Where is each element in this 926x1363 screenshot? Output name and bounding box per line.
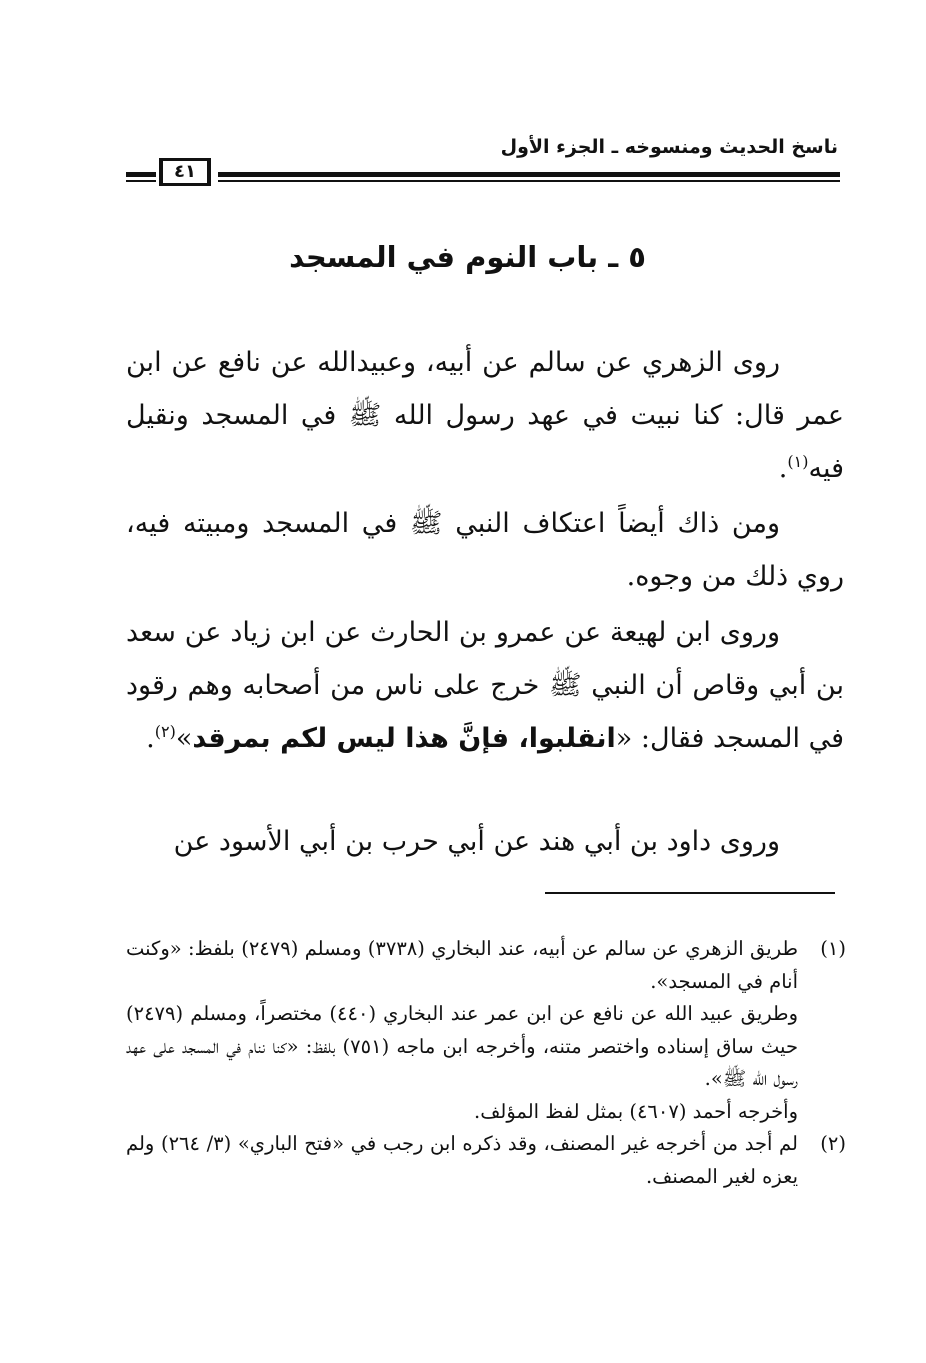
footnote-number: (٢) xyxy=(820,1132,846,1155)
paragraph-4-text: وروى داود بن أبي هند عن أبي حرب بن أبي الأسود عن xyxy=(173,826,780,857)
footnote-line: وأخرجه أحمد (٤٦٠٧) بمثل لفظ المؤلف. xyxy=(474,1099,798,1123)
quote-close: » xyxy=(175,723,193,754)
header-rule xyxy=(218,172,840,177)
header-rule-left xyxy=(126,172,156,177)
footnote-number: (١) xyxy=(820,937,846,960)
paragraph-4 xyxy=(126,815,844,868)
paragraph-3 xyxy=(126,606,844,765)
paragraph-2 xyxy=(126,497,844,603)
paragraph-2-text: ومن ذاك أيضاً اعتكاف النبي ﷺ في المسجد ومبيته فيه، روي ذلك من وجوه. xyxy=(126,508,844,592)
paragraph-1 xyxy=(126,336,844,495)
page-number: ٤١ xyxy=(159,158,211,186)
header-rule-left-thin xyxy=(126,180,156,182)
footnote-line: طريق الزهري عن سالم عن أبيه، عند البخاري (٣٧٣٨) ومسلم (٢٤٧٩) بلفظ: «وكنت أنام في المسجد». xyxy=(126,937,799,993)
footnote-ref-2: (٢) xyxy=(154,722,176,741)
running-title: ناسخ الحديث ومنسوخه ـ الجزء الأول xyxy=(500,136,838,158)
footnote-line: لم أجد من أخرجه غير المصنف، وقد ذكره ابن رجب في «فتح الباري» (٣/ ٢٦٤) ولم يعزه لغير المصنف. xyxy=(126,1132,798,1188)
footnotes xyxy=(126,933,846,1193)
paragraph-1-text: روى الزهري عن سالم عن أبيه، وعبيدالله عن نافع عن ابن عمر قال: كنا نبيت في عهد رسول الله ﷺ في المسجد ونقيل فيه xyxy=(126,347,844,484)
chapter-heading: ٥ ـ باب النوم في المسجد xyxy=(289,240,646,274)
header-rule-thin xyxy=(218,180,840,182)
footnote-separator xyxy=(545,892,835,894)
footnote-2 xyxy=(126,1128,846,1193)
paragraph-3-end: . xyxy=(146,723,155,754)
footnote-line: وطريق عبيد الله عن نافع عن ابن عمر عند البخاري (٤٤٠) مختصراً، ومسلم (٢٤٧٩) حيث ساق إسناده واختصر متنه، وأخرجه ابن ماجه (٧٥١) بلفظ: «كنا ننام في المسجد على عهد رسول الله ﷺ». xyxy=(126,1002,798,1090)
paragraph-3-text: وروى ابن لهيعة عن عمرو بن الحارث عن ابن زياد عن سعد بن أبي وقاص أن النبي ﷺ خرج على ناس من أصحابه وهم رقود في المسجد فقال: « xyxy=(126,617,844,754)
footnote-1 xyxy=(126,933,846,1128)
paragraph-1-end: . xyxy=(778,453,788,484)
hadith-quote: انقلبوا، فإنَّ هذا ليس لكم بمرقد xyxy=(192,723,616,754)
footnote-ref-1: (١) xyxy=(787,452,809,471)
